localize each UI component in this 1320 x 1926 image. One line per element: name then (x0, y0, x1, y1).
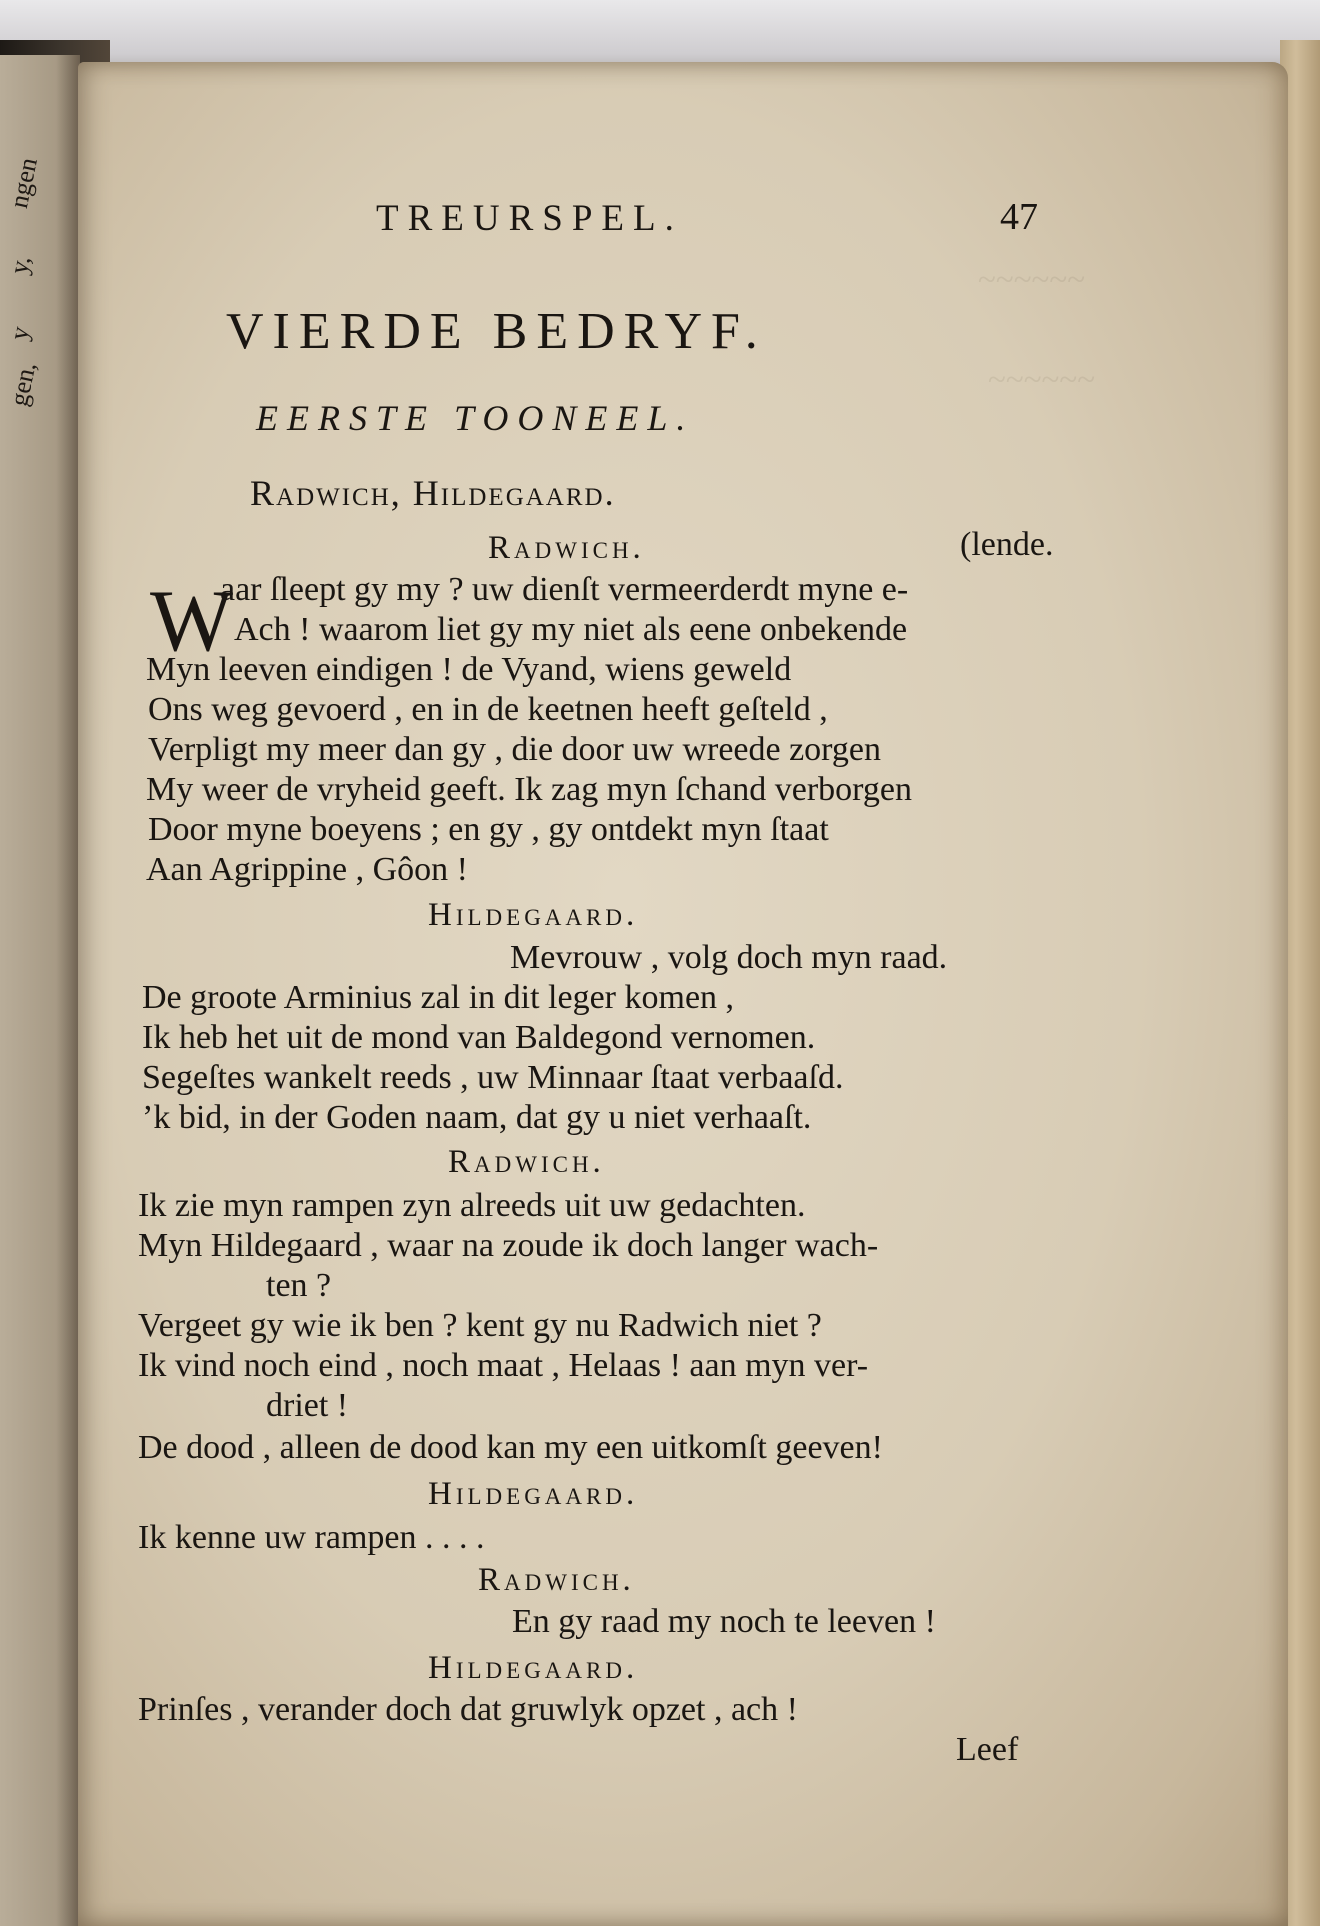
verse-line: Ons weg gevoerd , en in de keetnen heeft geſteld , (148, 691, 828, 728)
verse-line: ten ? (266, 1267, 332, 1304)
left-page-edge (0, 55, 80, 1926)
left-fragment: y (4, 323, 36, 343)
verse-line: Ik zie myn rampen zyn alreeds uit uw gedachten. (138, 1187, 806, 1224)
catchword: Leef (956, 1731, 1019, 1768)
verse-line: My weer de vryheid geeft. Ik zag myn ſchand verborgen (146, 771, 912, 808)
verse-line: Ik vind noch eind , noch maat , Helaas ! aan myn ver- (138, 1347, 869, 1384)
show-through: ~~~~~~ (988, 362, 1096, 398)
speaker-name: Radwich. (478, 1562, 635, 1598)
verse-line: (lende. (960, 526, 1054, 563)
verse-line: En gy raad my noch te leeven ! (512, 1603, 936, 1640)
verse-line: De groote Arminius zal in dit leger komen , (142, 979, 735, 1016)
left-page-text-fragments (4, 155, 66, 469)
verse-line: De dood , alleen de dood kan my een uitkomſt geeven! (138, 1429, 883, 1466)
verse-line: Myn leeven eindigen ! de Vyand, wiens geweld (146, 651, 792, 688)
verse-line: Door myne boeyens ; en gy , gy ontdekt myn ſtaat (148, 811, 829, 848)
left-fragment: ngen (4, 155, 43, 211)
speaker-name: Hildegaard. (428, 1650, 639, 1686)
verse-line: aar ſleept gy my ? uw dienſt vermeerderdt myne e- (220, 571, 909, 608)
left-fragment: gen, (4, 359, 42, 409)
act-title: VIERDE BEDRYF. (226, 303, 767, 360)
verse-line: Mevrouw , volg doch myn raad. (510, 939, 948, 976)
drop-cap: W (150, 573, 234, 670)
speaker-name: Hildegaard. (428, 1476, 639, 1512)
verse-line: Ach ! waarom liet gy my niet als eene onbekende (234, 611, 908, 648)
speaker-name: Radwich. (448, 1144, 605, 1180)
page-number: 47 (1000, 196, 1038, 238)
left-fragment: y, (4, 253, 37, 277)
show-through: ~~~~~~ (978, 262, 1086, 298)
verse-line: Verpligt my meer dan gy , die door uw wreede zorgen (148, 731, 881, 768)
speaker-name: Hildegaard. (428, 897, 639, 933)
verse-line: driet ! (266, 1387, 349, 1424)
book-page (78, 62, 1288, 1926)
verse-line: Vergeet gy wie ik ben ? kent gy nu Radwich niet ? (138, 1307, 822, 1344)
speaker-name: Radwich. (488, 530, 645, 566)
verse-line: Ik heb het uit de mond van Baldegond vernomen. (142, 1019, 816, 1056)
characters-list: Radwich, Hildegaard. (250, 473, 616, 513)
verse-line: Myn Hildegaard , waar na zoude ik doch langer wach- (138, 1227, 879, 1264)
verse-line: Segeſtes wankelt reeds , uw Minnaar ſtaat verbaaſd. (142, 1059, 844, 1096)
running-title: TREURSPEL. (376, 198, 683, 239)
verse-line: Ik kenne uw rampen . . . . (138, 1519, 485, 1556)
verse-line: Aan Agrippine , Gôon ! (146, 851, 469, 888)
scene-title: EERSTE TOONEEL. (256, 398, 695, 438)
verse-line: Prinſes , verander doch dat gruwlyk opzet , ach ! (138, 1691, 798, 1728)
verse-line: ’k bid, in der Goden naam, dat gy u niet verhaaſt. (142, 1099, 812, 1136)
